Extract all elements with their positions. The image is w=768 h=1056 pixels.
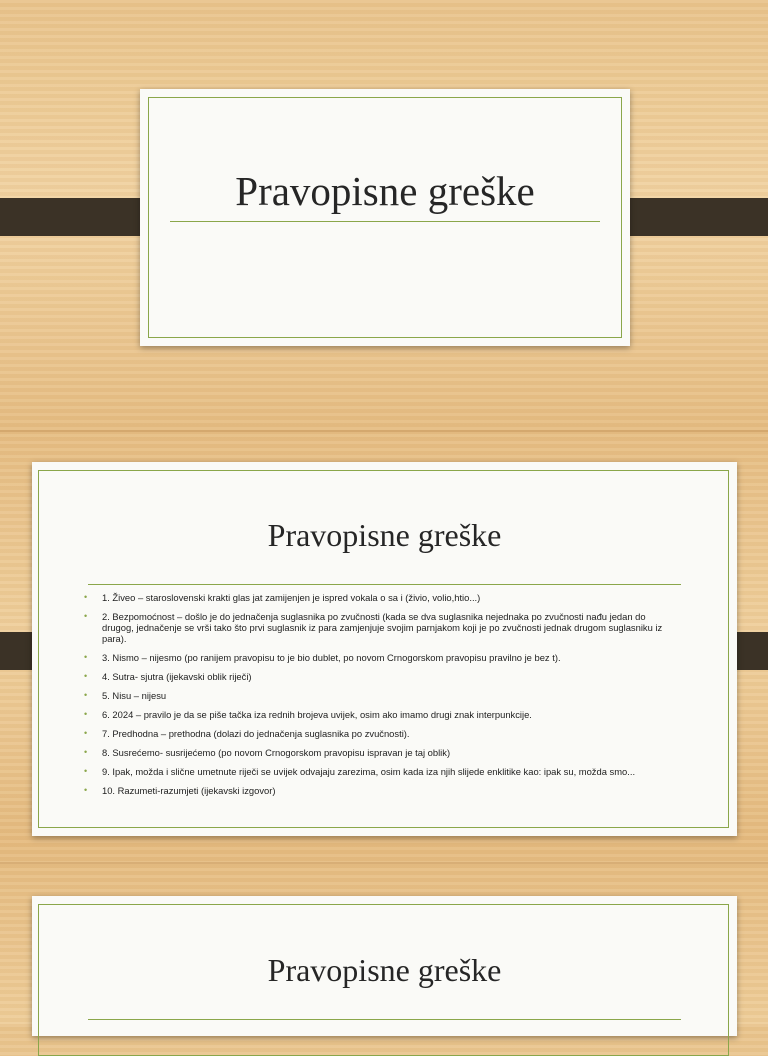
- bullet-icon: •: [84, 785, 88, 795]
- slide1-right-band: [612, 198, 768, 236]
- list-item: [84, 690, 674, 701]
- list-item-text: 1. Živeo – staroslovenski krakti glas jat zamijenjen je ispred vokala o sa i (živio, volio,htio...): [102, 592, 481, 603]
- list-item-text: 9. Ipak, možda i slične umetnute riječi se uvijek odvajaju zarezima, osim kada iza njih slijede enklitike kao: ipak su, možda smo...: [102, 766, 636, 777]
- wood-seam: [0, 862, 768, 864]
- list-item-text: 5. Nisu – nijesu: [102, 690, 167, 701]
- list-item: [84, 747, 674, 758]
- list-item-text: 7. Predhodna – prethodna (dolazi do jednačenja suglasnika po zvučnosti).: [102, 728, 410, 739]
- bullet-icon: •: [84, 709, 88, 719]
- list-item-text: 8. Susrećemo- susrijećemo (po novom Crnogorskom pravopisu ispravan je taj oblik): [102, 747, 451, 758]
- bullet-icon: •: [84, 671, 88, 681]
- list-item: [84, 611, 674, 644]
- slide-3[interactable]: [32, 896, 737, 1036]
- slide2-title: Pravopisne greške: [267, 517, 502, 553]
- bullet-icon: •: [84, 747, 88, 757]
- slide1-frame: [148, 97, 622, 338]
- list-item-text: 4. Sutra- sjutra (ijekavski oblik riječi): [102, 671, 252, 682]
- slide-2[interactable]: [32, 462, 737, 836]
- list-item: [84, 592, 674, 603]
- list-item: [84, 709, 674, 720]
- bullet-icon: •: [84, 652, 88, 662]
- slide1-left-band: [0, 198, 150, 236]
- list-item: [84, 728, 674, 739]
- list-item-text: 6. 2024 – pravilo je da se piše tačka iza rednih brojeva uvijek, osim ako imamo drugi znak interpunkcije.: [102, 709, 532, 720]
- list-item-text: 3. Nismo – nijesmo (po ranijem pravopisu to je bio dublet, po novom Crnogorskom pravopisu pravilno je bez t).: [102, 652, 561, 663]
- list-item: [84, 671, 674, 682]
- slide2-bullet-list: [84, 592, 674, 804]
- list-item-text: 2. Bezpomoćnost – došlo je do jednačenja suglasnika po zvučnosti (kada se dva suglasnika nejednaka po zvučnosti nađu jedan do drugog, jednačenje se vrši tako što prvi suglasnik iz para zamjenjuje svojim parnjakom koji je po zvučnosti jednak drugom suglasniku iz para).: [102, 611, 663, 644]
- list-item-text: 10. Razumeti-razumjeti (ijekavski izgovor): [102, 785, 276, 796]
- wood-seam: [0, 430, 768, 432]
- bullet-icon: •: [84, 690, 88, 700]
- slide1-title: Pravopisne greške: [235, 168, 535, 214]
- slide3-title-rule: [88, 1019, 681, 1020]
- bullet-icon: •: [84, 766, 88, 776]
- list-item: [84, 766, 674, 777]
- bullet-icon: •: [84, 728, 88, 738]
- slide2-title-rule: [88, 584, 681, 585]
- list-item: [84, 785, 674, 796]
- list-item: [84, 652, 674, 663]
- slide1-title-rule: [170, 221, 600, 222]
- slide3-title: Pravopisne greške: [267, 952, 502, 988]
- bullet-icon: •: [84, 592, 88, 602]
- bullet-icon: •: [84, 611, 88, 621]
- slide-1[interactable]: [140, 89, 630, 346]
